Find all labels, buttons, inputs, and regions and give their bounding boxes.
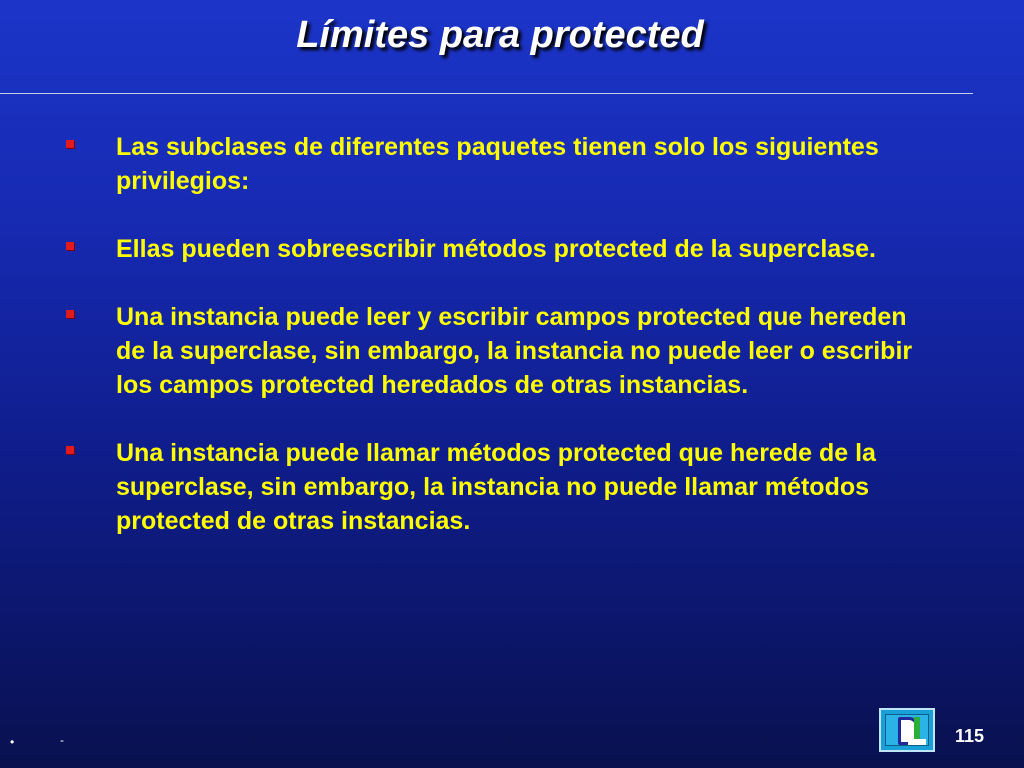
- slide-title: Límites para protected: [296, 14, 704, 56]
- bullet-item: [62, 300, 942, 402]
- square-bullet-icon: [66, 446, 74, 454]
- square-bullet-icon: [66, 310, 74, 318]
- logo-letter-j-icon: [914, 717, 920, 739]
- bullet-item: [62, 436, 942, 538]
- bullet-text: Ellas pueden sobreescribir métodos protected de la superclase.: [116, 235, 876, 263]
- bullet-text: Una instancia puede llamar métodos protected que herede de la superclase, sin embargo, la instancia no puede llamar métodos protected de otras instancias.: [116, 439, 876, 535]
- page-number: 115: [955, 726, 985, 746]
- bullet-list: [62, 130, 942, 572]
- footer-dash: -: [60, 733, 64, 747]
- bullet-text: Las subclases de diferentes paquetes tienen solo los siguientes privilegios:: [116, 133, 879, 195]
- square-bullet-icon: [66, 140, 74, 148]
- bullet-item: [62, 232, 942, 266]
- logo-frame: [885, 714, 929, 746]
- logo-band-icon: [908, 739, 926, 745]
- bullet-text: Una instancia puede leer y escribir campos protected que hereden de la superclase, sin embargo, la instancia no puede leer o escribir los campos protected heredados de otras instancias.: [116, 303, 913, 399]
- footer-dot: •: [10, 735, 15, 749]
- square-bullet-icon: [66, 242, 74, 250]
- title-divider: [0, 93, 973, 94]
- pj-logo-icon: [879, 708, 935, 752]
- bullet-item: [62, 130, 942, 198]
